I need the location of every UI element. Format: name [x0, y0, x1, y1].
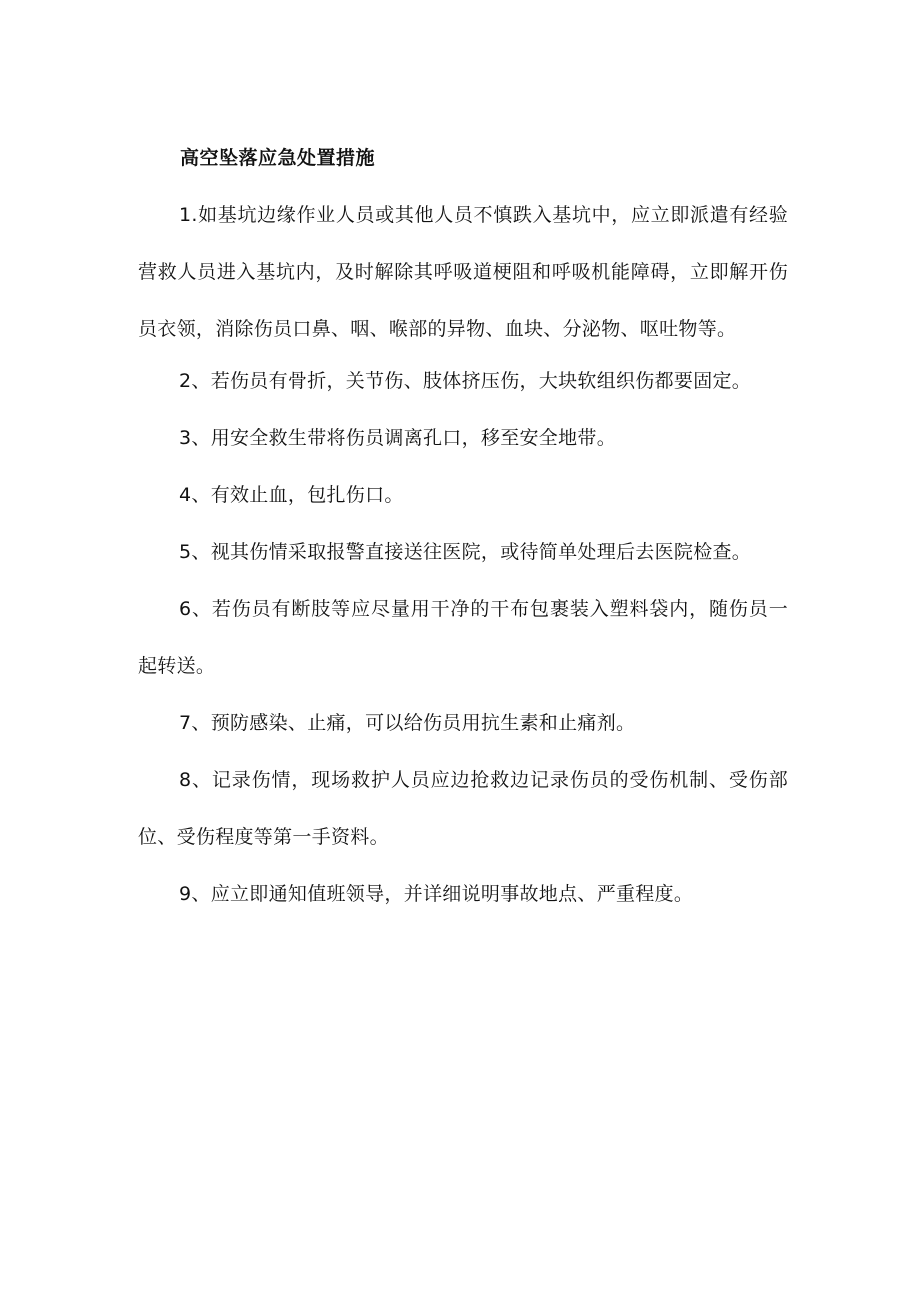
paragraph-5: 5、视其伤情采取报警直接送往医院，或待简单处理后去医院检查。	[179, 541, 752, 563]
paragraph-1: 1.如基坑边缘作业人员或其他人员不慎跌入基坑中，应立即派遣有经验营救人员进入基坑内，及时解除其呼吸道梗阻和呼吸机能障碍，立即解开伤员衣领，消除伤员口鼻、咽、喉部的异物、血块、分泌物、呕吐物等。	[138, 204, 788, 340]
paragraph-7: 7、预防感染、止痛，可以给伤员用抗生素和止痛剂。	[179, 712, 636, 734]
paragraph-9: 9、应立即通知值班领导，并详细说明事故地点、严重程度。	[179, 883, 694, 905]
paragraph-8: 8、记录伤情，现场救护人员应边抢救边记录伤员的受伤机制、受伤部位、受伤程度等第一手资料。	[138, 769, 788, 848]
paragraph-2: 2、若伤员有骨折，关节伤、肢体挤压伤，大块软组织伤都要固定。	[179, 370, 752, 392]
document-title: 高空坠落应急处置措施	[180, 147, 376, 169]
paragraph-3: 3、用安全救生带将伤员调离孔口，移至安全地带。	[179, 427, 616, 449]
paragraph-6: 6、若伤员有断肢等应尽量用干净的干布包裹装入塑料袋内，随伤员一起转送。	[138, 598, 788, 677]
paragraph-4: 4、有效止血，包扎伤口。	[179, 484, 404, 506]
